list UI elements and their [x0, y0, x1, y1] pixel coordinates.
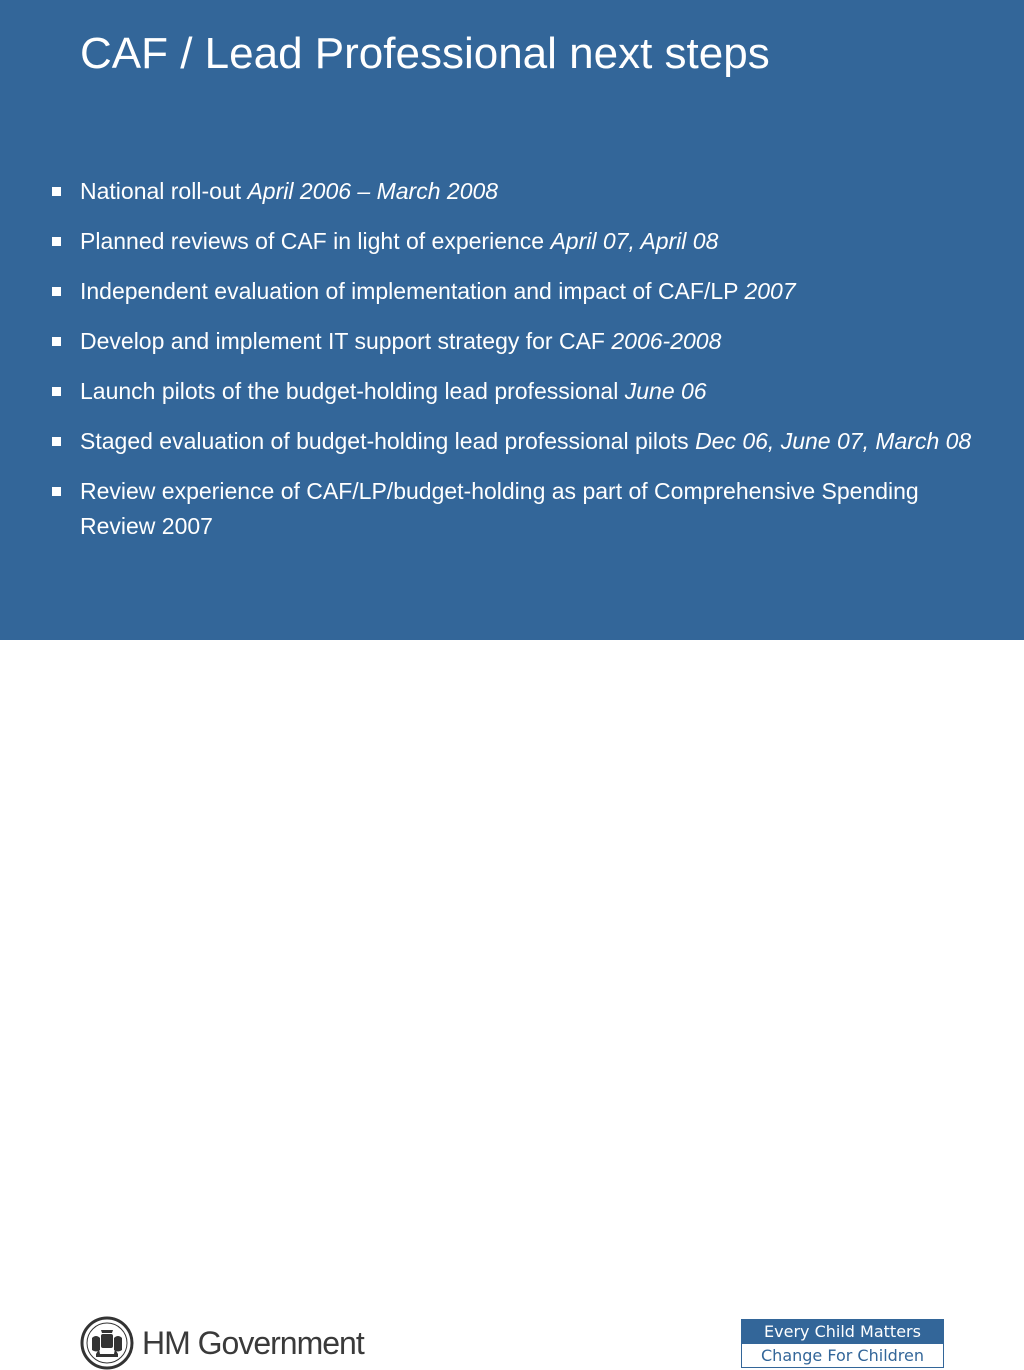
- bullet-date: Dec 06, June 07, March 08: [695, 428, 972, 454]
- royal-crest-icon: [80, 1316, 134, 1370]
- hm-government-text: HM Government: [142, 1324, 364, 1361]
- slide-content-area: [0, 0, 1024, 640]
- every-child-matters-logo: [741, 1319, 944, 1368]
- bullet-item: [48, 324, 978, 359]
- bullet-item: [48, 274, 978, 309]
- square-bullet-icon: [52, 287, 61, 296]
- square-bullet-icon: [52, 237, 61, 246]
- bullet-date: April 07, April 08: [550, 228, 719, 254]
- bullet-date: 2007: [744, 278, 796, 304]
- slide-footer: [0, 640, 1024, 1365]
- bullet-item: [48, 474, 978, 544]
- square-bullet-icon: [52, 387, 61, 396]
- slide-title: CAF / Lead Professional next steps: [80, 29, 770, 78]
- bullet-text: Launch pilots of the budget-holding lead professional: [80, 378, 625, 404]
- bullet-text: Independent evaluation of implementation and impact of CAF/LP: [80, 278, 745, 304]
- square-bullet-icon: [52, 337, 61, 346]
- bullet-date: June 06: [624, 378, 707, 404]
- bullet-date: 2006-2008: [611, 328, 722, 354]
- bullet-text: National roll-out: [80, 178, 248, 204]
- bullet-item: [48, 224, 978, 259]
- square-bullet-icon: [52, 187, 61, 196]
- bullet-item: [48, 424, 978, 459]
- ecm-line1: Every Child Matters: [742, 1320, 943, 1344]
- bullet-text: Planned reviews of CAF in light of experience: [80, 228, 551, 254]
- square-bullet-icon: [52, 487, 61, 496]
- bullet-text: Review experience of CAF/LP/budget-holding as part of Comprehensive Spending Review 2007: [80, 478, 919, 539]
- square-bullet-icon: [52, 437, 61, 446]
- bullet-date: April 2006 – March 2008: [247, 178, 499, 204]
- bullet-item: [48, 374, 978, 409]
- bullet-text: Staged evaluation of budget-holding lead professional pilots: [80, 428, 696, 454]
- bullet-list: [48, 174, 978, 559]
- bullet-text: Develop and implement IT support strategy for CAF: [80, 328, 612, 354]
- ecm-line2: Change For Children: [742, 1344, 943, 1367]
- bullet-item: [48, 174, 978, 209]
- hm-government-logo: [80, 1316, 364, 1370]
